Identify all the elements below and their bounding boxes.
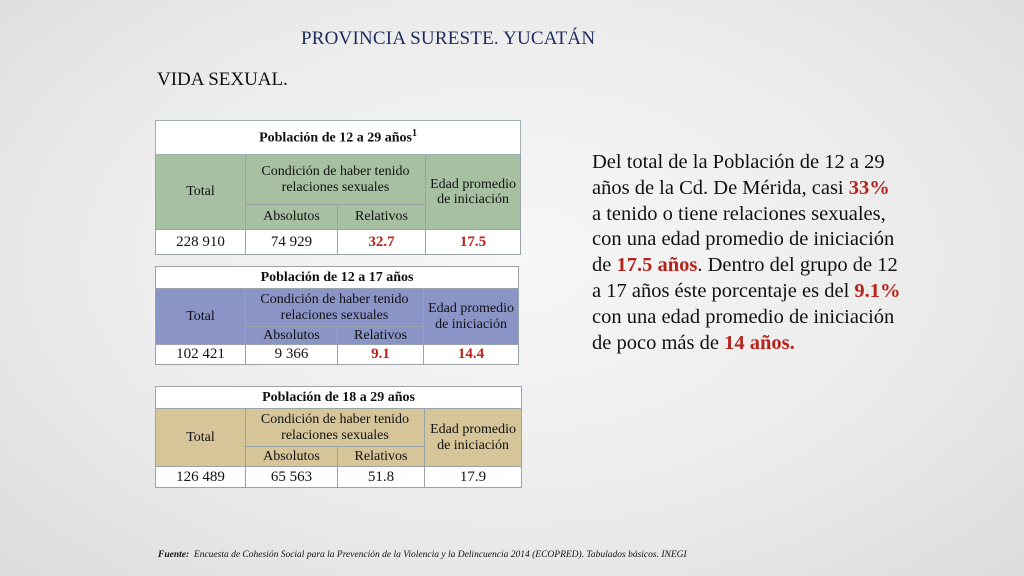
cell-total: 126 489 bbox=[156, 467, 246, 488]
cell-relativos: 32.7 bbox=[338, 230, 426, 255]
cell-total: 228 910 bbox=[156, 230, 246, 255]
col-relativos: Relativos bbox=[338, 447, 425, 467]
highlight-percent-12-17: 9.1% bbox=[854, 279, 901, 302]
col-edad: Edad promedio de iniciación bbox=[425, 409, 522, 467]
cell-relativos: 9.1 bbox=[338, 345, 424, 365]
highlight-age-12-17: 14 años. bbox=[724, 331, 795, 354]
col-total: Total bbox=[156, 155, 246, 230]
highlight-percent-total: 33% bbox=[848, 176, 890, 199]
table-row bbox=[156, 230, 521, 255]
col-condicion: Condición de haber tenido relaciones sexuales bbox=[246, 409, 425, 447]
summary-paragraph: Del total de la Población de 12 a 29 años de la Cd. De Mérida, casi 33% a tenido o tiene relaciones sexuales, con una edad promedio de iniciación de 17.5 años. Dentro del grupo de 12 a 17 años éste porcentaje es del 9.1% con una edad promedio de iniciación de poco más de 14 años. bbox=[592, 151, 901, 354]
table-caption: Población de 12 a 17 años bbox=[156, 267, 519, 289]
table-row bbox=[156, 345, 519, 365]
col-relativos: Relativos bbox=[338, 327, 424, 345]
col-edad: Edad promedio de iniciación bbox=[426, 155, 521, 230]
col-absolutos: Absolutos bbox=[246, 447, 338, 467]
table-caption: Población de 12 a 29 años$^1$ bbox=[156, 121, 521, 155]
col-edad: Edad promedio de iniciación bbox=[424, 289, 519, 345]
cell-edad: 17.9 bbox=[425, 467, 522, 488]
col-relativos: Relativos bbox=[338, 205, 426, 230]
table-12-29 bbox=[155, 120, 521, 255]
table-12-17 bbox=[155, 266, 519, 365]
col-condicion: Condición de haber tenido relaciones sexuales bbox=[246, 289, 424, 327]
source-note: Fuente: Encuesta de Cohesión Social para la Prevención de la Violencia y la Delincuencia 2014 (ECOPRED). Tabulados básicos. INEGI bbox=[158, 550, 687, 560]
cell-total: 102 421 bbox=[156, 345, 246, 365]
table-row bbox=[156, 467, 522, 488]
section-heading: VIDA SEXUAL. bbox=[157, 69, 288, 90]
cell-edad: 17.5 bbox=[426, 230, 521, 255]
highlight-age-total: 17.5 años bbox=[616, 254, 698, 277]
page-title: PROVINCIA SURESTE. YUCATÁN bbox=[301, 28, 596, 49]
table-caption: Población de 18 a 29 años bbox=[156, 387, 522, 409]
col-total: Total bbox=[156, 409, 246, 467]
table-18-29 bbox=[155, 386, 522, 488]
cell-edad: 14.4 bbox=[424, 345, 519, 365]
cell-absolutos: 65 563 bbox=[246, 467, 338, 488]
col-total: Total bbox=[156, 289, 246, 345]
col-absolutos: Absolutos bbox=[246, 205, 338, 230]
cell-absolutos: 74 929 bbox=[246, 230, 338, 255]
cell-relativos: 51.8 bbox=[338, 467, 425, 488]
col-absolutos: Absolutos bbox=[246, 327, 338, 345]
cell-absolutos: 9 366 bbox=[246, 345, 338, 365]
col-condicion: Condición de haber tenido relaciones sexuales bbox=[246, 155, 426, 205]
